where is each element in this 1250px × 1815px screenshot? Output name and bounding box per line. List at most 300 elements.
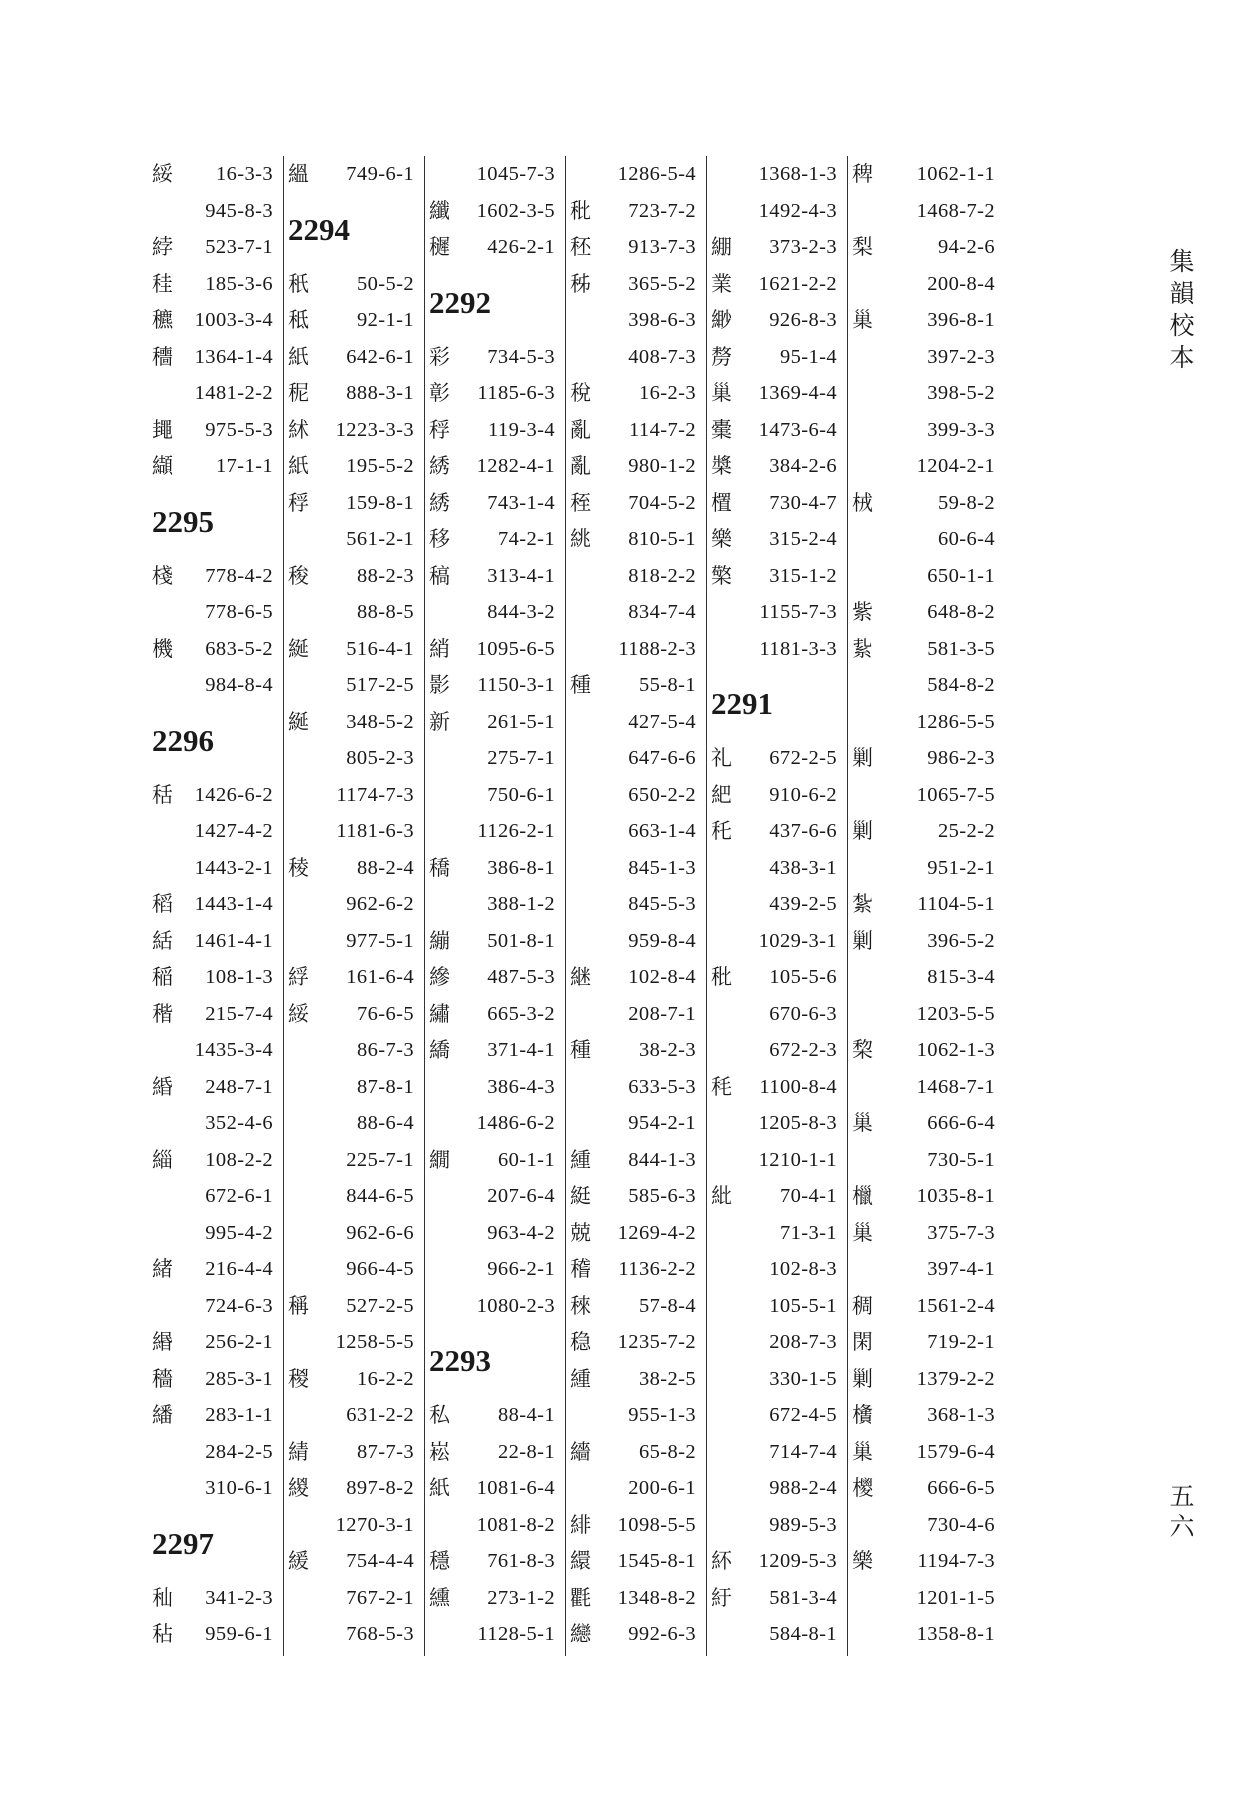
entry-character: 紑 [711,1549,732,1573]
index-entry [148,1470,283,1507]
entry-reference: 966-2-1 [487,1258,555,1280]
index-entry [707,740,847,777]
index-entry [148,923,283,960]
entry-character: 綏 [288,1001,309,1026]
entry-reference: 585-6-3 [628,1185,696,1207]
index-entry [425,375,565,412]
entry-reference: 88-4-1 [497,1404,555,1426]
entry-reference: 888-3-1 [346,382,414,404]
entry-reference: 561-2-1 [346,528,414,550]
entry-character: 巢 [711,381,732,405]
index-entry [284,1434,424,1471]
entry-reference: 672-2-5 [769,747,837,769]
index-entry [284,1215,424,1252]
entry-reference: 70-4-1 [779,1185,837,1207]
entry-character: 棧 [152,563,173,588]
entry-reference: 16-2-2 [356,1367,414,1390]
entry-character: 巢 [852,1220,873,1245]
entry-character: 纈 [152,454,173,478]
entry-reference: 108-1-3 [205,966,273,988]
entry-reference: 1210-1-1 [758,1148,837,1171]
entry-character: 穡 [152,1366,173,1391]
index-entry [284,813,424,850]
entry-reference: 672-6-1 [205,1185,273,1207]
entry-character: 綖 [288,636,309,661]
index-entry [848,156,1005,193]
entry-reference: 388-1-2 [487,893,555,915]
index-entry [707,1215,847,1252]
index-entry [707,1105,847,1142]
entry-character: 綪 [288,1439,309,1464]
index-entry [284,375,424,412]
entry-reference: 834-7-4 [628,601,696,623]
index-entry [566,777,706,814]
entry-reference: 778-6-5 [205,601,273,623]
index-entry [566,1215,706,1252]
entry-reference: 501-8-1 [487,929,555,952]
index-entry [148,1361,283,1398]
entry-reference: 95-1-4 [779,345,837,368]
index-entry [284,996,424,1033]
index-entry [707,1616,847,1653]
index-entry [148,1616,283,1653]
index-entry [284,1324,424,1361]
entry-reference: 1461-4-1 [194,929,273,952]
entry-character: 稱 [288,1293,309,1318]
index-entry [707,1032,847,1069]
entry-reference: 273-1-2 [487,1586,555,1609]
index-entry [148,375,283,412]
entry-reference: 256-2-1 [205,1331,273,1353]
index-entry [148,886,283,923]
index-entry [707,1361,847,1398]
entry-character: 㯶 [852,1476,873,1500]
index-entry [848,339,1005,376]
index-entry [425,1215,565,1252]
index-entry [707,1507,847,1544]
entry-character: 樂 [711,527,732,551]
entry-reference: 225-7-1 [346,1148,414,1171]
entry-character: 穩 [429,1549,450,1573]
entry-character: 綃 [429,636,450,661]
entry-character: 稳 [570,1330,591,1354]
entry-character: 縕 [288,162,309,186]
entry-reference: 38-2-3 [638,1039,696,1061]
side-title: 集韻校本 [1169,247,1195,372]
entry-reference: 60-6-4 [937,528,995,550]
entry-reference: 1561-2-4 [916,1294,995,1317]
entry-reference: 977-5-1 [346,929,414,952]
entry-character: 礼 [711,746,732,770]
index-entry [707,193,847,230]
index-entry [848,302,1005,339]
index-entry [425,740,565,777]
index-entry [284,667,424,704]
entry-character: 穚 [429,855,450,880]
index-entry [848,1288,1005,1325]
index-entry [566,1397,706,1434]
entry-reference: 650-1-1 [927,564,995,587]
index-entry [848,886,1005,923]
entry-character: 兢 [570,1220,591,1245]
entry-reference: 487-5-3 [487,966,555,988]
entry-reference: 663-1-4 [628,820,696,842]
entry-character: 亂 [570,417,591,442]
entry-character: 緲 [711,308,732,332]
index-entry [425,1507,565,1544]
index-entry [425,558,565,595]
entry-reference: 71-3-1 [779,1221,837,1244]
entry-reference: 375-7-3 [927,1221,995,1244]
entry-character: 穯 [152,344,173,369]
index-entry [566,1616,706,1653]
entry-character: 巢 [852,308,873,332]
index-column [706,156,847,1656]
entry-reference: 399-3-3 [927,418,995,441]
entry-reference: 1368-1-3 [758,163,837,185]
entry-reference: 1269-4-2 [617,1221,696,1244]
entry-reference: 743-1-4 [487,491,555,514]
entry-character: 穮 [152,308,173,332]
entry-reference: 310-6-1 [205,1477,273,1499]
entry-reference: 810-5-1 [628,528,696,550]
entry-character: 種 [570,673,591,697]
index-entry [848,1215,1005,1252]
entry-reference: 38-2-5 [638,1367,696,1390]
entry-character: 稜 [288,855,309,880]
entry-character: 緟 [570,1147,591,1172]
entry-character: 稿 [429,563,450,588]
entry-reference: 1181-6-3 [336,820,414,842]
index-entry [284,1105,424,1142]
index-entry [425,1580,565,1617]
entry-reference: 368-1-3 [927,1404,995,1426]
entry-character: 稲 [152,965,173,989]
index-entry [566,521,706,558]
index-entry [425,1032,565,1069]
index-entry [148,813,283,850]
entry-character: 䅅 [152,271,173,296]
index-entry [425,412,565,449]
entry-reference: 88-8-5 [356,601,414,623]
index-column [565,156,706,1656]
section-heading: 2291 [711,686,773,721]
index-entry [566,266,706,303]
index-entry [284,1288,424,1325]
entry-character: 綉 [429,490,450,515]
index-entry [848,923,1005,960]
index-entry [848,1434,1005,1471]
entry-character: 剺 [711,344,732,369]
index-entry [566,886,706,923]
entry-character: 種 [570,1038,591,1062]
entry-reference: 963-4-2 [487,1221,555,1244]
entry-character: 紙 [288,454,309,478]
index-entry [284,959,424,996]
index-entry [148,266,283,303]
index-entry [566,1251,706,1288]
entry-reference: 1098-5-5 [617,1513,696,1536]
entry-character: 㯱 [711,417,732,442]
index-entry [566,1032,706,1069]
entry-reference: 1003-3-4 [194,309,273,331]
index-entry [848,996,1005,1033]
entry-reference: 672-4-5 [769,1404,837,1426]
entry-reference: 1379-2-2 [916,1367,995,1390]
index-entry [284,1142,424,1179]
entry-reference: 844-3-2 [487,601,555,623]
entry-character: 機 [152,636,173,661]
entry-reference: 373-2-3 [769,236,837,258]
entry-reference: 761-8-3 [487,1550,555,1572]
entry-character: 緒 [152,1257,173,1281]
index-entry [566,375,706,412]
entry-character: 剿 [852,928,873,953]
entry-character: 緡 [152,1330,173,1354]
entry-reference: 730-5-1 [927,1148,995,1171]
entry-reference: 185-3-6 [205,272,273,295]
entry-reference: 315-2-4 [769,528,837,550]
index-entry [425,886,565,923]
index-entry [148,1178,283,1215]
entry-reference: 1095-6-5 [476,637,555,660]
index-entry [148,1434,283,1471]
entry-character: 槳 [711,454,732,478]
entry-reference: 1100-8-4 [759,1075,837,1098]
index-entry [148,1288,283,1325]
entry-reference: 945-8-3 [205,199,273,222]
entry-reference: 16-3-3 [215,163,273,185]
index-entry [848,850,1005,887]
index-entry [707,302,847,339]
index-entry [284,156,424,193]
entry-reference: 1181-3-3 [759,637,837,660]
index-entry [848,229,1005,266]
entry-character: 稃 [429,417,450,442]
entry-reference: 25-2-2 [937,820,995,842]
index-entry [848,1543,1005,1580]
entry-reference: 1201-1-5 [916,1586,995,1609]
entry-character: 巢 [852,1111,873,1135]
index-entry [425,850,565,887]
index-entry [707,375,847,412]
index-entry [566,1142,706,1179]
entry-reference: 962-6-2 [346,893,414,915]
entry-character: 秕 [711,965,732,989]
index-entry [848,1251,1005,1288]
index-entry [148,1580,283,1617]
entry-character: 影 [429,673,450,697]
index-entry [848,1105,1005,1142]
entry-reference: 397-4-1 [927,1258,995,1280]
entry-reference: 55-8-1 [638,674,696,696]
index-entry [284,850,424,887]
index-entry [848,704,1005,741]
index-entry [707,1580,847,1617]
entry-reference: 1369-4-4 [758,382,837,404]
entry-reference: 516-4-1 [346,637,414,660]
index-entry [848,485,1005,522]
index-entry [848,375,1005,412]
entry-character: 綉 [429,454,450,478]
entry-character: 紮 [852,892,873,916]
entry-reference: 845-5-3 [628,893,696,915]
entry-character: 紕 [711,1184,732,1208]
entry-reference: 284-2-5 [205,1440,273,1463]
index-entry [425,229,565,266]
entry-reference: 1185-6-3 [477,382,555,404]
index-entry [848,412,1005,449]
index-entry [148,1251,283,1288]
entry-character: 綒 [288,965,309,989]
entry-character: 樂 [852,1549,873,1573]
entry-reference: 59-8-2 [937,491,995,514]
entry-reference: 439-2-5 [769,893,837,915]
index-entry [284,412,424,449]
entry-reference: 248-7-1 [205,1075,273,1098]
index-entry [848,521,1005,558]
entry-reference: 1035-8-1 [916,1185,995,1207]
entry-reference: 951-2-1 [927,856,995,879]
index-entry [707,594,847,631]
entry-character: 絩 [570,527,591,551]
index-entry [707,996,847,1033]
entry-reference: 108-2-2 [205,1148,273,1171]
index-entry [707,412,847,449]
entry-character: 纁 [429,1585,450,1610]
index-entry [425,1616,565,1653]
entry-reference: 642-6-1 [346,345,414,368]
index-entry [848,193,1005,230]
entry-reference: 730-4-6 [927,1513,995,1536]
entry-character: 縿 [429,965,450,989]
index-entry [566,412,706,449]
index-entry [848,266,1005,303]
index-table [148,156,1100,1656]
entry-reference: 910-6-2 [769,783,837,806]
entry-character: 㯯 [852,1403,873,1427]
entry-reference: 989-5-3 [769,1513,837,1536]
entry-reference: 1065-7-5 [916,783,995,806]
index-entry [566,1507,706,1544]
entry-reference: 734-5-3 [487,345,555,368]
index-entry [425,485,565,522]
entry-character: 㯿 [852,1184,873,1208]
entry-reference: 398-5-2 [927,382,995,404]
entry-reference: 1602-3-5 [476,199,555,222]
index-entry [848,959,1005,996]
entry-character: 綍 [152,235,173,259]
entry-reference: 1080-2-3 [476,1294,555,1317]
index-entry [148,302,283,339]
entry-character: 絉 [288,417,309,442]
entry-reference: 523-7-1 [205,236,273,258]
index-entry [848,1397,1005,1434]
entry-reference: 723-7-2 [628,199,696,222]
entry-character: 継 [570,965,591,989]
entry-reference: 119-3-4 [488,418,555,441]
entry-reference: 954-2-1 [628,1112,696,1134]
entry-character: 秈 [152,1585,173,1610]
index-entry [707,1142,847,1179]
entry-reference: 384-2-6 [769,455,837,477]
entry-reference: 959-6-1 [205,1623,273,1645]
entry-reference: 980-1-2 [628,455,696,477]
entry-character: 秏 [711,1074,732,1099]
entry-character: 絬 [152,928,173,953]
section-heading: 2294 [288,211,350,247]
index-entry [707,1324,847,1361]
entry-character: 稃 [288,490,309,515]
index-entry [284,1507,424,1544]
entry-reference: 426-2-1 [487,236,555,258]
entry-reference: 283-1-1 [205,1404,273,1426]
entry-reference: 57-8-4 [638,1294,696,1317]
index-entry [148,1324,283,1361]
index-entry [848,1032,1005,1069]
index-entry [566,229,706,266]
entry-reference: 962-6-6 [346,1221,414,1244]
entry-reference: 1128-5-1 [477,1623,555,1645]
entry-character: 紙 [288,344,309,369]
entry-character: 新 [429,709,450,734]
entry-reference: 778-4-2 [205,564,273,587]
entry-character: 紦 [711,782,732,807]
index-entry [566,1543,706,1580]
index-entry [425,448,565,485]
index-entry [425,521,565,558]
entry-reference: 313-4-1 [487,564,555,587]
entry-reference: 92-1-1 [356,309,414,331]
index-entry [425,1288,565,1325]
entry-reference: 1235-7-2 [617,1331,696,1353]
entry-character: 秭 [570,271,591,296]
entry-reference: 984-8-4 [205,674,273,696]
index-entry [707,1178,847,1215]
index-entry [148,594,283,631]
entry-reference: 114-7-2 [629,418,696,441]
entry-reference: 437-6-6 [769,820,837,842]
entry-reference: 102-8-4 [628,966,696,988]
index-entry [848,1178,1005,1215]
index-entry [425,594,565,631]
index-entry [148,959,283,996]
entry-reference: 995-4-2 [205,1221,273,1244]
index-entry [148,1069,283,1106]
index-entry [566,594,706,631]
entry-reference: 161-6-4 [346,966,414,988]
entry-reference: 105-5-6 [769,966,837,988]
entry-reference: 665-3-2 [487,1002,555,1025]
entry-reference: 581-3-4 [769,1586,837,1609]
entry-reference: 730-4-7 [769,491,837,514]
index-entry [707,1397,847,1434]
entry-reference: 1062-1-3 [916,1039,995,1061]
index-entry [707,1434,847,1471]
index-entry [148,996,283,1033]
entry-reference: 704-5-2 [628,491,696,514]
index-entry [284,1397,424,1434]
entry-character: 巢 [852,1439,873,1464]
index-entry [284,631,424,668]
index-entry [566,1580,706,1617]
entry-reference: 17-1-1 [215,455,273,477]
entry-character: 纞 [570,1622,591,1646]
entry-character: 繑 [429,1038,450,1062]
index-entry [148,193,283,230]
index-entry [707,448,847,485]
index-entry [148,1397,283,1434]
